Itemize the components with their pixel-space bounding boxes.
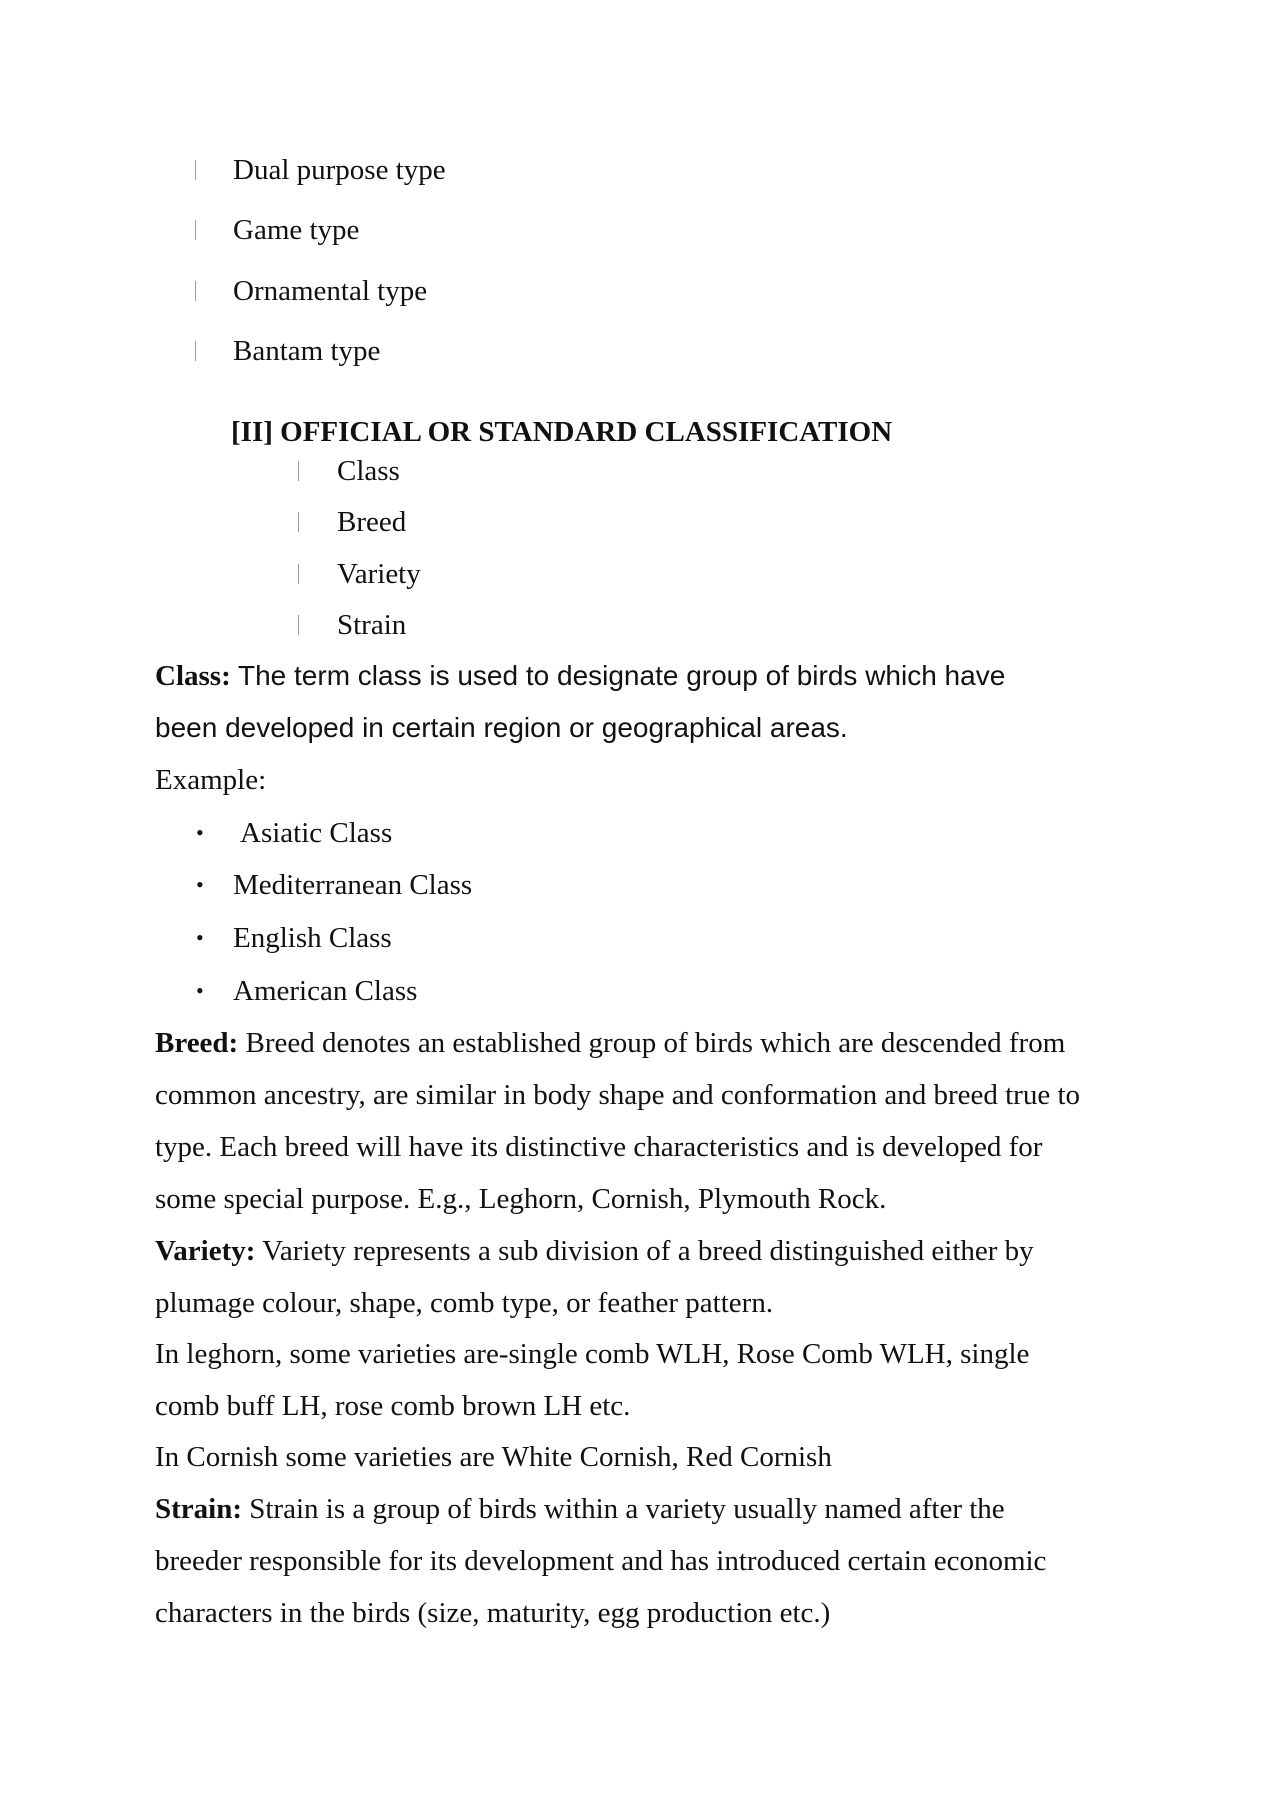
strain-definition-line: breeder responsible for its development and has introduced certain economic <box>155 1545 1047 1577</box>
list-item: Breed <box>337 506 407 538</box>
example-label: Example: <box>155 764 267 796</box>
strain-definition-line <box>155 1491 1005 1527</box>
breed-definition-line: common ancestry, are similar in body shape and conformation and breed true to <box>155 1079 1081 1111</box>
list-marker <box>195 160 196 180</box>
breed-definition-text: Breed denotes an established group of birds which are descended from <box>245 1027 1066 1059</box>
breed-definition-line <box>155 1025 1065 1061</box>
list-marker <box>298 461 299 481</box>
bullet-icon: • <box>196 872 204 897</box>
list-marker <box>195 281 196 301</box>
breed-term: Breed: <box>155 1027 239 1059</box>
list-marker <box>298 512 299 532</box>
section-heading: [II] OFFICIAL OR STANDARD CLASSIFICATION <box>231 416 893 448</box>
strain-term: Strain: <box>155 1493 242 1525</box>
breed-definition-line: some special purpose. E.g., Leghorn, Cornish, Plymouth Rock. <box>155 1183 887 1215</box>
strain-definition-line: characters in the birds (size, maturity, egg production etc.) <box>155 1597 831 1629</box>
variety-definition-text: Variety represents a sub division of a breed distinguished either by <box>262 1235 1034 1267</box>
list-item: Strain <box>337 609 407 641</box>
list-marker <box>195 341 196 361</box>
list-item: Bantam type <box>233 335 381 367</box>
list-item: American Class <box>233 975 418 1007</box>
variety-definition-line: In leghorn, some varieties are-single comb WLH, Rose Comb WLH, single <box>155 1338 1030 1370</box>
variety-term: Variety: <box>155 1235 256 1267</box>
list-item: Asiatic Class <box>240 817 393 849</box>
class-definition-text: The term class is used to designate group of birds which have <box>237 660 1006 691</box>
variety-definition-line: comb buff LH, rose comb brown LH etc. <box>155 1390 631 1422</box>
class-definition-line <box>155 658 1005 694</box>
list-item: Variety <box>337 558 421 590</box>
list-item: English Class <box>233 922 392 954</box>
variety-definition-line: plumage colour, shape, comb type, or feather pattern. <box>155 1287 774 1319</box>
bullet-icon: • <box>196 925 204 950</box>
list-item: Ornamental type <box>233 275 428 307</box>
bullet-icon: • <box>196 820 204 845</box>
list-item: Mediterranean Class <box>233 869 473 901</box>
list-item: Game type <box>233 214 360 246</box>
list-marker <box>298 564 299 584</box>
strain-definition-text: Strain is a group of birds within a variety usually named after the <box>249 1493 1005 1525</box>
bullet-icon: • <box>196 978 204 1003</box>
list-marker <box>195 220 196 240</box>
variety-definition-line: In Cornish some varieties are White Cornish, Red Cornish <box>155 1441 832 1473</box>
list-item: Dual purpose type <box>233 154 446 186</box>
class-term: Class: <box>155 660 231 692</box>
list-marker <box>298 615 299 635</box>
variety-definition-line <box>155 1233 1034 1269</box>
breed-definition-line: type. Each breed will have its distinctive characteristics and is developed for <box>155 1131 1043 1163</box>
class-definition-line: been developed in certain region or geographical areas. <box>155 712 848 743</box>
list-item: Class <box>337 455 400 487</box>
